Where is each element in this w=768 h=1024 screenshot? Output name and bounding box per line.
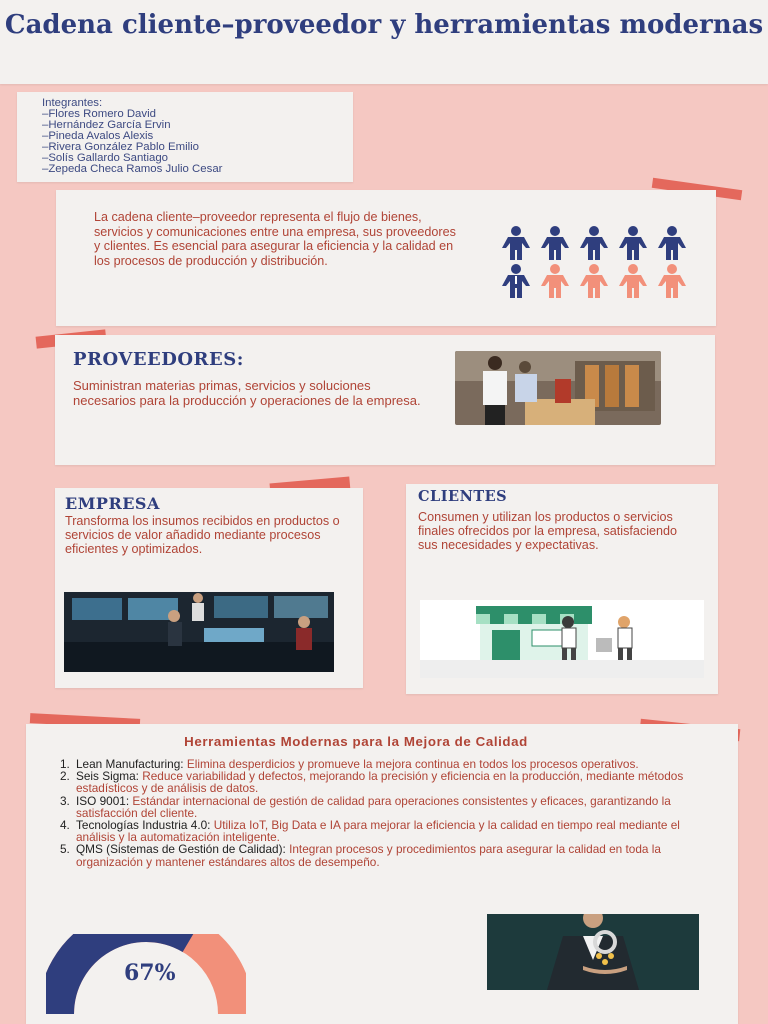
list-item bbox=[60, 819, 720, 843]
member-name: –Pineda Avalos Alexis bbox=[42, 130, 154, 142]
list-number: 2. bbox=[60, 769, 70, 784]
quality-photo bbox=[487, 914, 699, 990]
member-name: –Zepeda Checa Ramos Julio Cesar bbox=[42, 163, 223, 175]
tool-description: Elimina desperdicios y promueve la mejora continua en todos los procesos operativos. bbox=[183, 757, 639, 771]
empresa-title: EMPRESA bbox=[65, 494, 160, 513]
list-item bbox=[60, 770, 720, 794]
empresa-card bbox=[55, 488, 363, 688]
tools-title: Herramientas Modernas para la Mejora de Calidad bbox=[184, 734, 528, 749]
title-banner bbox=[0, 0, 768, 84]
person-icon bbox=[619, 264, 647, 298]
intro-card bbox=[56, 190, 716, 326]
gauge-label: 67% bbox=[124, 960, 176, 986]
tools-card bbox=[26, 724, 738, 1024]
members-heading: Integrantes: bbox=[42, 97, 103, 109]
person-icon bbox=[502, 226, 530, 260]
tool-description: Integran procesos y procedimientos para asegurar la calidad en toda la organización y mantener estándares altos de desempeño. bbox=[76, 842, 661, 869]
clientes-title: CLIENTES bbox=[418, 488, 508, 505]
tools-list bbox=[60, 758, 720, 868]
person-icon bbox=[580, 226, 608, 260]
tool-name: QMS (Sistemas de Gestión de Calidad): bbox=[76, 842, 286, 857]
member-name: –Flores Romero David bbox=[42, 108, 156, 120]
empresa-text: Transforma los insumos recibidos en productos o servicios de valor añadido mediante procesos eficientes y optimizados. bbox=[65, 514, 340, 556]
member-name: –Rivera González Pablo Emilio bbox=[42, 141, 200, 153]
person-icon bbox=[580, 264, 608, 298]
tool-description: Estándar internacional de gestión de calidad para operaciones consistentes y eficaces, garantizando la satisfacción del cliente. bbox=[76, 793, 671, 820]
tool-name: Tecnologías Industria 4.0: bbox=[76, 818, 211, 833]
person-icon bbox=[502, 264, 530, 298]
list-number: 1. bbox=[60, 757, 70, 771]
members-card bbox=[17, 92, 353, 182]
list-number: 3. bbox=[60, 793, 70, 808]
list-number: 5. bbox=[60, 842, 70, 857]
proveedores-title: PROVEEDORES: bbox=[73, 349, 244, 370]
store-illustration bbox=[420, 600, 704, 678]
list-item bbox=[60, 795, 720, 819]
tool-name: Seis Sigma: bbox=[76, 769, 139, 784]
proveedores-card bbox=[55, 335, 715, 465]
tool-name: ISO 9001: bbox=[76, 793, 130, 808]
person-icon bbox=[541, 264, 569, 298]
page-title: Cadena cliente–proveedor y herramientas modernas bbox=[4, 10, 764, 40]
tool-name: Lean Manufacturing: bbox=[76, 757, 184, 771]
person-icon bbox=[541, 226, 569, 260]
member-name: –Hernández García Ervin bbox=[42, 119, 171, 131]
tool-description: Reduce variabilidad y defectos, mejorando la precisión y eficiencia en la producción, mediante métodos estadísticos y de análisis de datos. bbox=[76, 769, 684, 796]
proveedores-text: Suministran materias primas, servicios y soluciones necesarios para la producción y operaciones de la empresa. bbox=[73, 378, 421, 408]
clientes-card bbox=[406, 484, 718, 694]
clientes-text: Consumen y utilizan los productos o servicios finales ofrecidos por la empresa, satisfaciendo sus necesidades y expectativas. bbox=[418, 510, 678, 552]
people-icons bbox=[496, 226, 696, 306]
intro-text: La cadena cliente–proveedor representa el flujo de bienes, servicios y comunicaciones entre una empresa, sus proveedores y clientes. Es esencial para asegurar la eficiencia y la calidad en los procesos de producción y distribución. bbox=[94, 210, 456, 268]
list-number: 4. bbox=[60, 818, 70, 833]
tool-description: Utiliza IoT, Big Data e IA para mejorar la eficiencia y la calidad en tiempo real mediante el análisis y la automatización inteligente. bbox=[76, 818, 680, 845]
person-icon bbox=[658, 264, 686, 298]
control-room-photo bbox=[64, 592, 334, 672]
person-icon bbox=[658, 226, 686, 260]
person-icon bbox=[619, 226, 647, 260]
list-item bbox=[60, 843, 720, 867]
warehouse-photo bbox=[455, 351, 661, 425]
member-name: –Solís Gallardo Santiago bbox=[42, 152, 169, 164]
